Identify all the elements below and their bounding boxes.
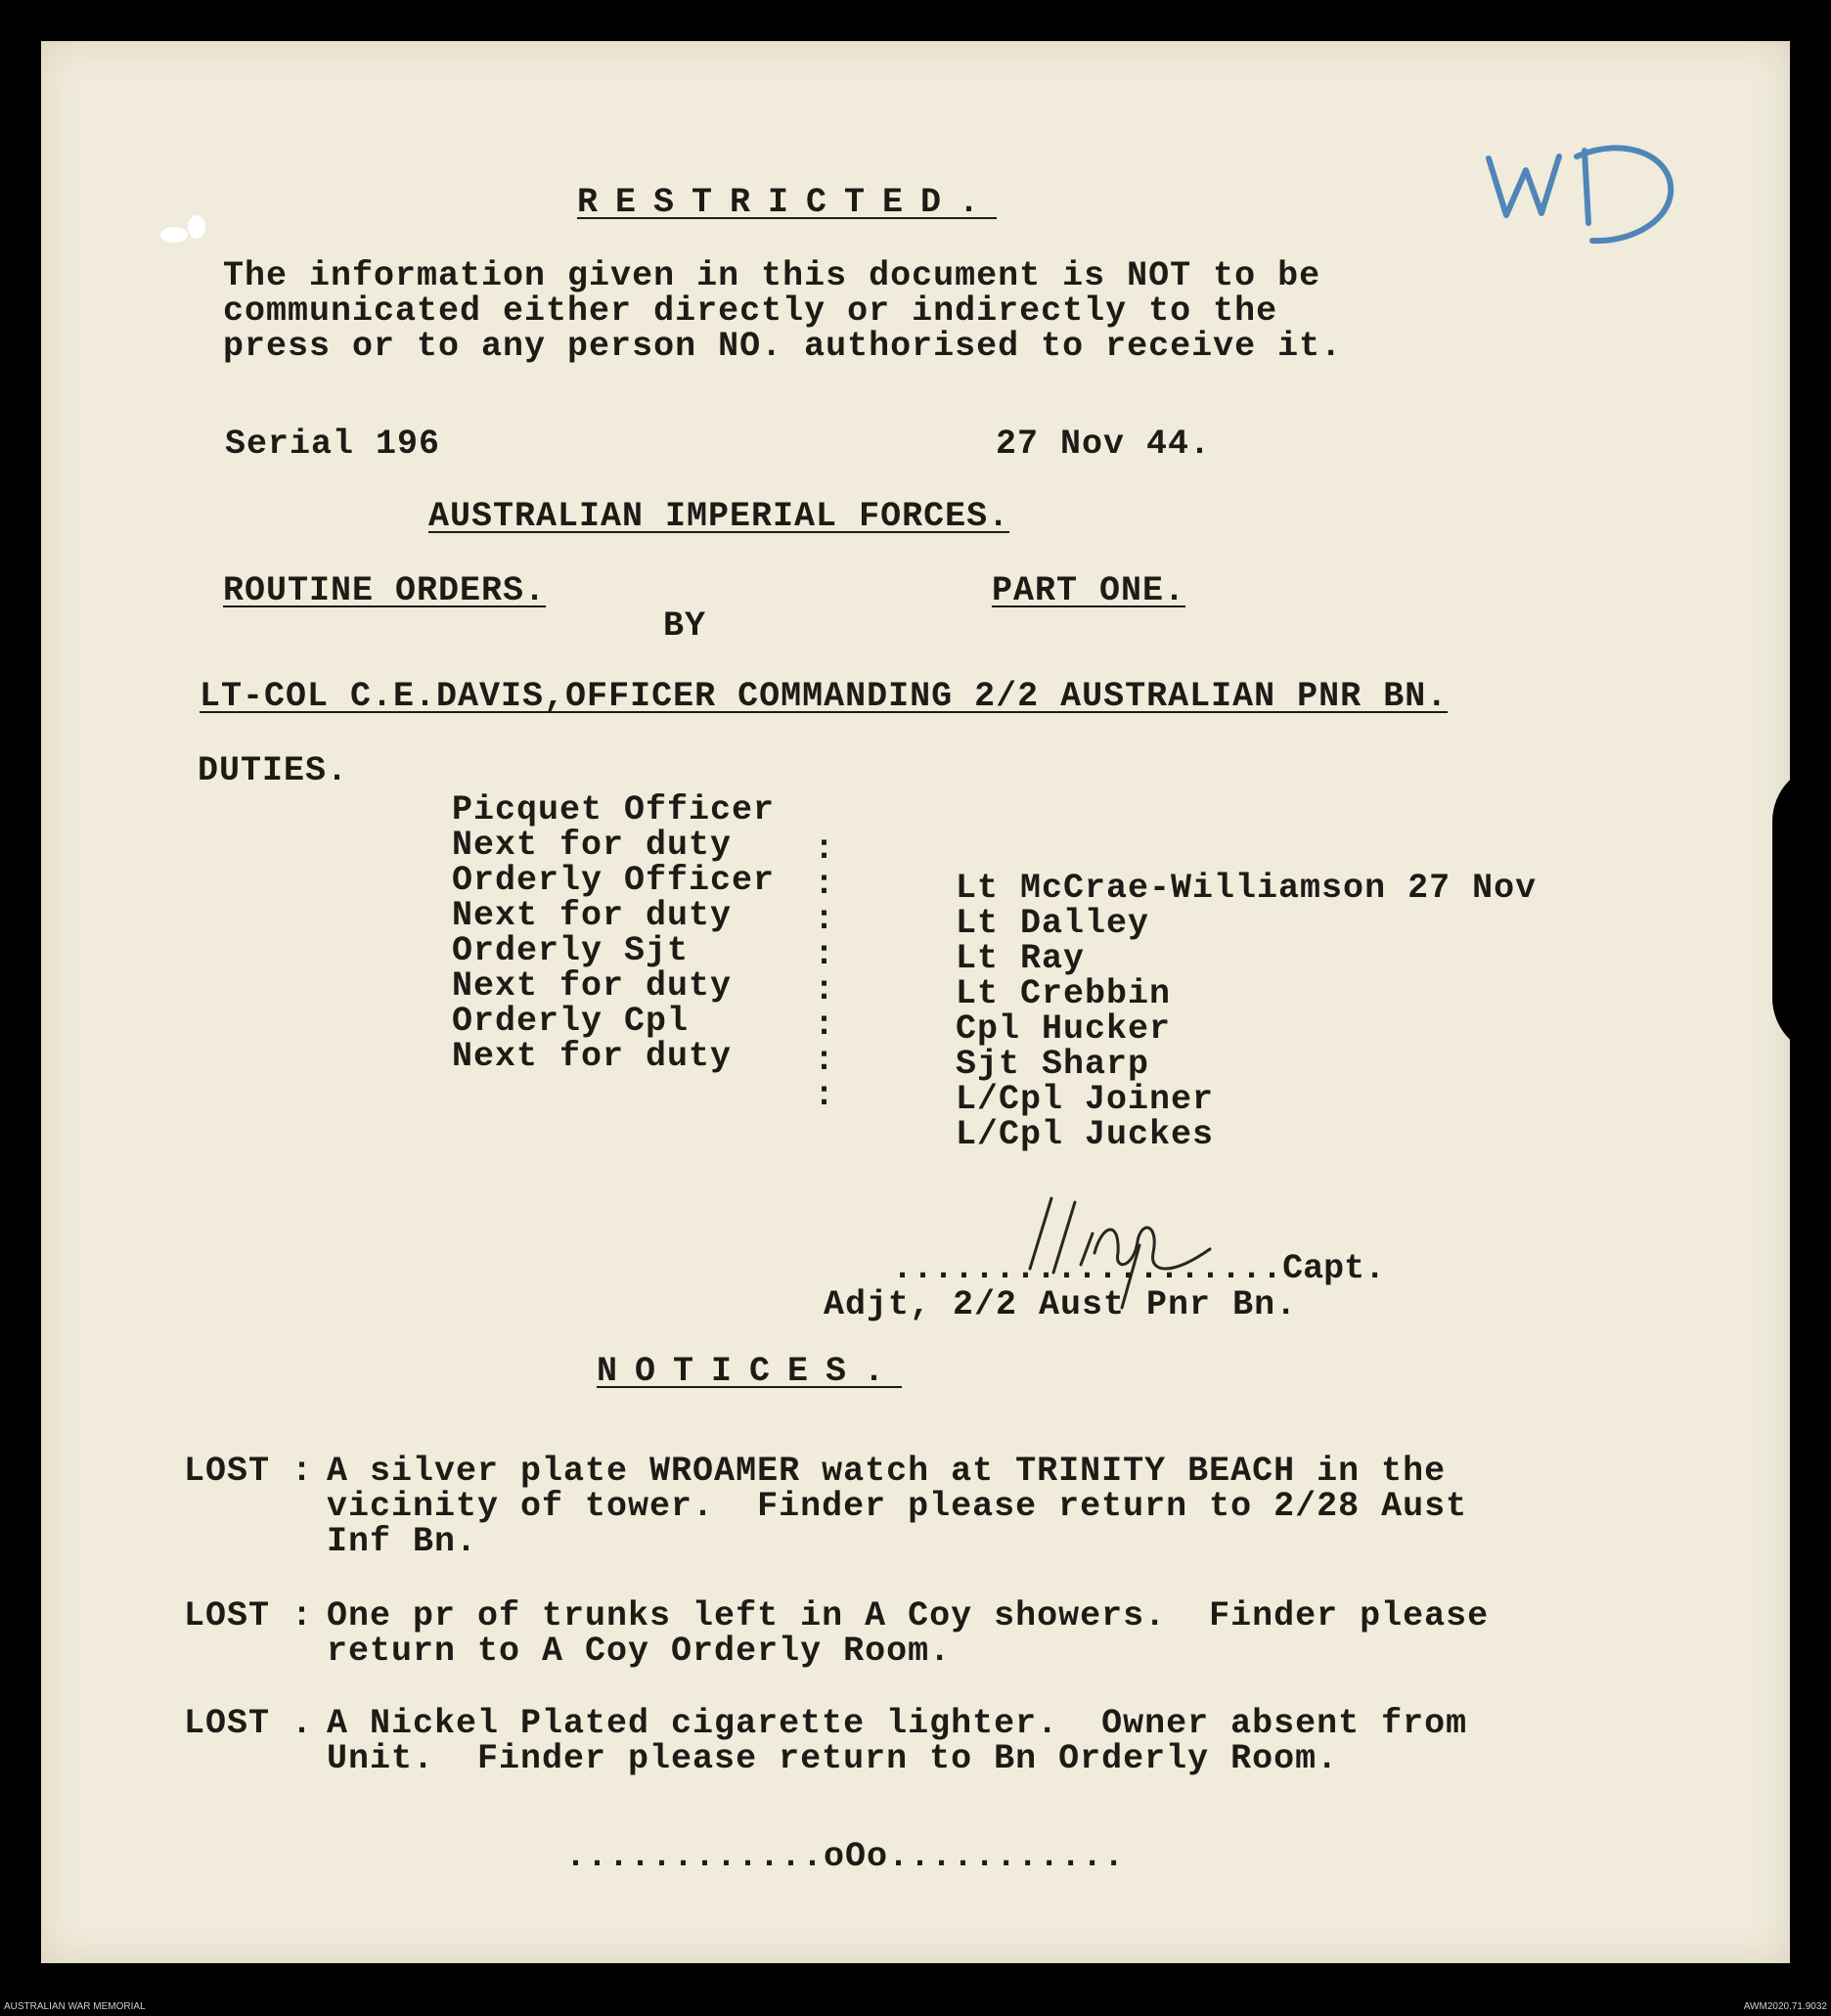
footer-credit: AUSTRALIAN WAR MEMORIAL bbox=[4, 2001, 146, 2012]
handwritten-initials bbox=[1479, 139, 1694, 276]
duty-name: Lt Crebbin bbox=[956, 974, 1172, 1013]
by-label: BY bbox=[663, 606, 707, 646]
warning-line-3: press or to any person NO. authorised to receive it. bbox=[223, 327, 1343, 366]
duty-role: Picquet Officer bbox=[452, 790, 776, 829]
duty-role: Next for duty bbox=[452, 1037, 733, 1076]
signature-line: ...................Capt. bbox=[892, 1249, 1386, 1288]
notice-line: A silver plate WROAMER watch at TRINITY BEACH in the bbox=[327, 1452, 1447, 1491]
duty-separator: : bbox=[814, 935, 836, 974]
duty-separator: : bbox=[814, 865, 836, 904]
page-edge-notch bbox=[1772, 763, 1831, 1056]
warning-line-1: The information given in this document is NOT to be bbox=[223, 256, 1321, 295]
notice-tag: LOST . bbox=[184, 1704, 314, 1743]
notice-line: Inf Bn. bbox=[327, 1522, 478, 1561]
duty-separator: : bbox=[814, 1041, 836, 1080]
notice-line: One pr of trunks left in A Coy showers. Finder please bbox=[327, 1596, 1490, 1635]
end-marker: ............oOo........... bbox=[565, 1837, 1126, 1876]
notice-line: vicinity of tower. Finder please return to 2/28 Aust bbox=[327, 1487, 1468, 1526]
duty-name: Lt Dalley bbox=[956, 904, 1150, 943]
classification-heading: RESTRICTED. bbox=[577, 183, 998, 222]
duty-separator: : bbox=[814, 1006, 836, 1045]
orders-part: PART ONE. bbox=[992, 571, 1186, 610]
document-page bbox=[41, 41, 1790, 1963]
duty-separator: : bbox=[814, 970, 836, 1009]
duty-name: Lt Ray bbox=[956, 939, 1086, 978]
notices-heading: NOTICES. bbox=[597, 1352, 903, 1391]
duty-name: Cpl Hucker bbox=[956, 1009, 1172, 1049]
duty-separator: : bbox=[814, 829, 836, 869]
notice-line: Unit. Finder please return to Bn Orderly Room. bbox=[327, 1739, 1339, 1778]
notice-line: A Nickel Plated cigarette lighter. Owner absent from bbox=[327, 1704, 1468, 1743]
punch-hole bbox=[188, 215, 205, 239]
footer-reference: AWM2020.71.9032 bbox=[1743, 2001, 1827, 2012]
duty-separator: : bbox=[814, 900, 836, 939]
orders-title: ROUTINE ORDERS. bbox=[223, 571, 547, 610]
duties-heading: DUTIES. bbox=[198, 751, 349, 790]
duty-name: Lt McCrae-Williamson 27 Nov bbox=[956, 869, 1538, 908]
duty-separator: : bbox=[814, 1076, 836, 1115]
duty-name: Sjt Sharp bbox=[956, 1045, 1150, 1084]
serial-number: Serial 196 bbox=[225, 425, 441, 464]
notice-tag: LOST : bbox=[184, 1596, 314, 1635]
document-date: 27 Nov 44. bbox=[996, 425, 1212, 464]
duty-role: Orderly Cpl bbox=[452, 1002, 690, 1041]
duty-name: L/Cpl Juckes bbox=[956, 1115, 1215, 1154]
duty-role: Next for duty bbox=[452, 966, 733, 1006]
duty-role: Orderly Officer bbox=[452, 861, 776, 900]
duty-role: Orderly Sjt bbox=[452, 931, 690, 970]
duty-role: Next for duty bbox=[452, 896, 733, 935]
notice-line: return to A Coy Orderly Room. bbox=[327, 1632, 952, 1671]
signatory-title: Adjt, 2/2 Aust Pnr Bn. bbox=[824, 1285, 1298, 1324]
notice-tag: LOST : bbox=[184, 1452, 314, 1491]
commander-line: LT-COL C.E.DAVIS,OFFICER COMMANDING 2/2 AUSTRALIAN PNR BN. bbox=[200, 677, 1449, 716]
duty-name: L/Cpl Joiner bbox=[956, 1080, 1215, 1119]
warning-line-2: communicated either directly or indirectly to the bbox=[223, 291, 1278, 331]
force-title: AUSTRALIAN IMPERIAL FORCES. bbox=[428, 497, 1010, 536]
duty-role: Next for duty bbox=[452, 826, 733, 865]
punch-hole bbox=[160, 227, 188, 243]
